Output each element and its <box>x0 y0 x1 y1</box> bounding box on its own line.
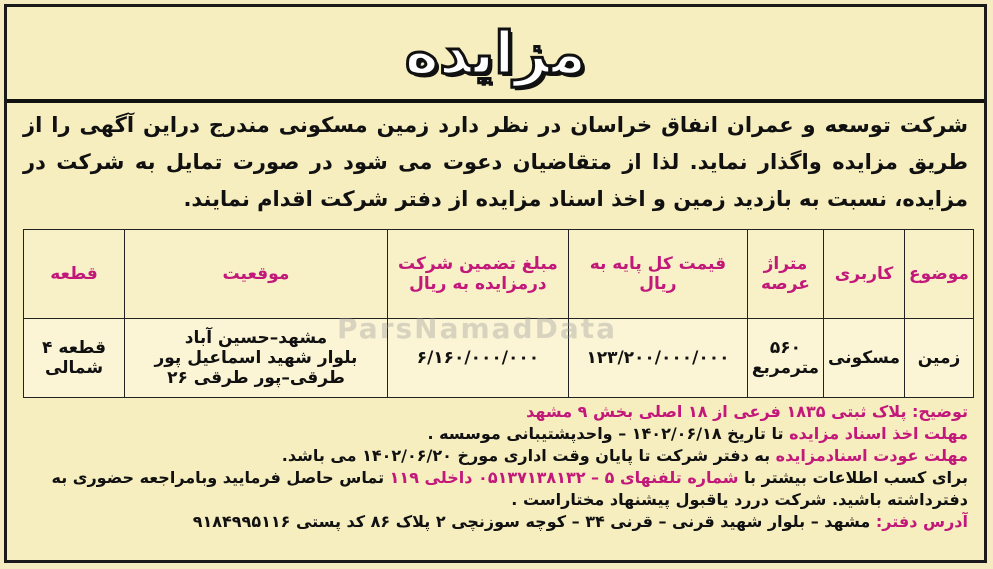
intro-paragraph: شرکت توسعه و عمران انفاق خراسان در نظر دارد زمین مسکونی مندرج دراین آگهی را از طریق مزایده واگذار نماید. لذا از متقاضیان دعوت می شود در صورت تمایل به شرکت در مزایده، نسبت به بازدید زمین و اخذ اسناد مزایده از دفتر شرکت اقدام نمایند. <box>23 113 968 211</box>
header-base-price: قیمت کل پایه به ریال <box>568 230 747 319</box>
note-info-b: تماس حاصل فرمایید وبامراجعه حضوری به <box>51 468 385 487</box>
note-info <box>23 467 968 489</box>
location-line-2: بلوار شهید اسماعیل پور طرقی–پور طرقی ۲۶ <box>154 348 358 388</box>
watermark: ParsNamadData <box>337 312 617 345</box>
note-address-text: مشهد – بلوار شهید قرنی – قرنی ۳۴ – کوچه سوزنچی ۲ پلاک ۸۶ کد پستی ۹۱۸۴۹۹۵۱۱۶ <box>192 512 871 531</box>
cell-plot: قطعه ۴ شمالی <box>24 319 125 398</box>
note-deadline <box>23 423 968 445</box>
cell-subject: زمین <box>905 319 974 398</box>
cell-usage: مسکونی <box>824 319 905 398</box>
advertisement-frame <box>4 4 987 563</box>
cell-base-price: ۱۲۳/۲۰۰/۰۰۰/۰۰۰ <box>568 319 747 398</box>
note-description-label: توضیح: <box>912 402 968 421</box>
header-location: موقعیت <box>125 230 388 319</box>
table-row <box>24 319 974 398</box>
notes-block <box>23 401 968 533</box>
page-title: مزایده <box>404 19 587 87</box>
cell-location <box>125 319 388 398</box>
header-usage: کاربری <box>824 230 905 319</box>
header-subject: موضوع <box>905 230 974 319</box>
note-return <box>23 445 968 467</box>
cell-area: ۵۶۰ مترمربع <box>747 319 823 398</box>
title-divider <box>7 99 984 103</box>
header-area: متراژ عرصه <box>747 230 823 319</box>
note-deadline-label: مهلت اخذ اسناد مزایده <box>789 424 968 443</box>
auction-table <box>23 229 974 398</box>
table-header-row <box>24 230 974 319</box>
note-info-a: برای کسب اطلاعات بیشتر با <box>744 468 968 487</box>
note-info-phone: شماره تلفنهای ۵ – ۰۵۱۳۷۱۳۸۱۳۲ داخلی ۱۱۹ <box>389 468 739 487</box>
title-band <box>7 7 984 99</box>
note-return-text: به دفتر شرکت تا پایان وقت اداری مورخ ۱۴۰۲/۰۶/۲۰ می باشد. <box>281 446 771 465</box>
cell-guarantee: ۶/۱۶۰/۰۰۰/۰۰۰ <box>387 319 568 398</box>
note-address-label: آدرس دفتر: <box>875 512 968 531</box>
header-plot: قطعه <box>24 230 125 319</box>
note-description-text: پلاک ثبتی ۱۸۳۵ فرعی از ۱۸ اصلی بخش ۹ مشهد <box>526 402 907 421</box>
note-return-label: مهلت عودت اسنادمزایده <box>775 446 968 465</box>
location-line-1: مشهد–حسین آباد <box>184 328 328 348</box>
note-office: دفترداشته باشید. شرکت دررد یاقبول پیشنهاد مختاراست . <box>511 490 968 509</box>
note-description <box>23 401 968 423</box>
note-address <box>23 511 968 533</box>
note-deadline-text: تا تاریخ ۱۴۰۲/۰۶/۱۸ – واحدپشتیبانی موسسه . <box>427 424 784 443</box>
header-guarantee: مبلغ تضمین شرکت درمزایده به ریال <box>387 230 568 319</box>
